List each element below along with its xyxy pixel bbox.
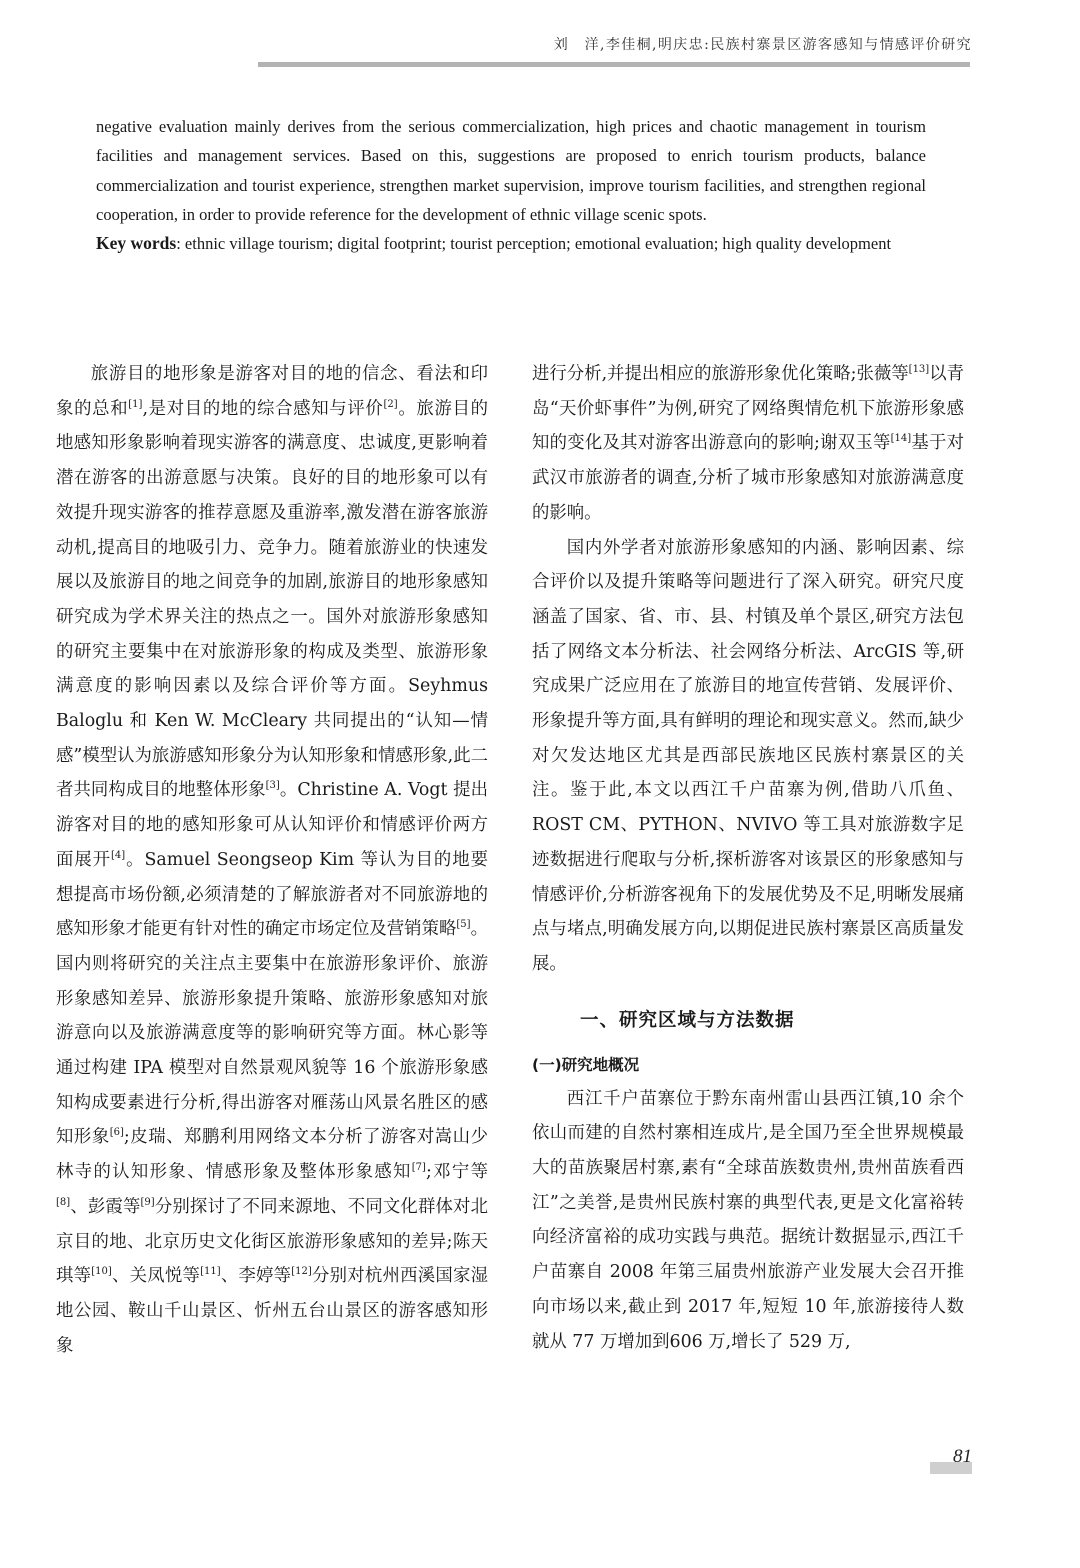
header-rule	[258, 62, 970, 67]
text-run: ;邓宁等	[425, 1162, 488, 1183]
text-run: 分别探讨了不同来源地、不同文化群体对北京目的地、北京历史文化街区旅游形象感知的差异;陈天琪等	[56, 1196, 488, 1287]
text-run: 。旅游目的地感知形象影响着现实游客的满意度、忠诚度,更影响着潜在游客的出游意愿与决策。良好的目的地形象可以有效提升现实游客的推荐意愿及重游率,激发潜在游客旅游动机,提高目的地吸引力、竞争力。随着旅游业的快速发展以及旅游目的地之间竞争的加剧,旅游目的地形象感知研究成为学术界关注的热点之一。国外对旅游形象感知的研究主要集中在对旅游形象的构成及类型、旅游形象满意度的影响因素以及综合评价等方面。Seyhmus Baloglu 和 Ken W. McCleary 共同提出的“认知—情感”模型认为旅游感知形象分为认知形象和情感形象,此二者共同构成目的地整体形象	[56, 398, 488, 801]
left-column	[56, 357, 488, 1363]
text-run: 、李婷等	[220, 1266, 292, 1287]
text-run: 基于对武汉市旅游者的调查,分析了城市形象感知对旅游满意度的影响。	[532, 433, 964, 523]
text-run: 、彭霞等	[70, 1196, 141, 1217]
citation: [1]	[128, 398, 143, 410]
citation: [11]	[200, 1266, 221, 1278]
keywords-label: Key words	[96, 233, 177, 254]
citation: [13]	[908, 364, 930, 375]
study-area-paragraph: 西江千户苗寨位于黔东南州雷山县西江镇,10 余个依山而建的自然村寨相连成片,是全国乃至全世界规模最大的苗族聚居村寨,素有“全球苗族数贵州,贵州苗族看西江”之美誉,是贵州民族村寨的典型代表,更是文化富裕转向经济富裕的成功实践与典范。据统计数据显示,西江千户苗寨自 2008 年第三届贵州旅游产业发展大会召开推向市场以来,截止到 2017 年,短短 10 年,旅游接待人数就从 77 万增加到606 万,增长了 529 万,	[532, 1088, 964, 1352]
abstract-text: negative evaluation mainly derives from the serious commercialization, high prices and chaotic management in tourism facilities and management services. Based on this, suggestions are proposed to enrich tourism products, balance commercialization and tourist experience, strengthen market supervision, improve tourism facilities, and strengthen regional cooperation, in order to provide reference for the development of ethnic village scenic spots.	[96, 117, 926, 224]
text-run: 进行分析,并提出相应的旅游形象优化策略;张薇等	[532, 364, 909, 384]
citation: [8]	[56, 1196, 71, 1208]
subsection-heading: (一)研究地概况	[532, 1055, 640, 1074]
citation: [4]	[111, 849, 126, 861]
english-abstract	[96, 112, 926, 258]
text-run: 。国内则将研究的关注点主要集中在旅游形象评价、旅游形象感知差异、旅游形象提升策略、旅游形象感知对旅游意向以及旅游满意度等的影响研究等方面。林心影等通过构建 IPA 模型对自然景观风貌等 16 个旅游形象感知构成要素进行分析,得出游客对雁荡山风景名胜区的感知形象	[56, 919, 488, 1148]
citation: [2]	[383, 398, 398, 410]
continued-paragraph	[532, 357, 964, 531]
text-run: ;皮瑞、郑鹏利用网络文本分析了游客对嵩山少林寺的认知形象、情感形象及整体形象感知	[56, 1127, 488, 1183]
citation: [10]	[91, 1266, 112, 1278]
citation: [5]	[456, 919, 471, 931]
citation: [6]	[109, 1127, 124, 1139]
review-paragraph: 国内外学者对旅游形象感知的内涵、影响因素、综合评价以及提升策略等问题进行了深入研究。研究尺度涵盖了国家、省、市、县、村镇及单个景区,研究方法包括了网络文本分析法、社会网络分析法、ArcGIS 等,研究成果广泛应用在了旅游目的地宣传营销、发展评价、形象提升等方面,具有鲜明的理论和现实意义。然而,缺少对欠发达地区尤其是西部民族地区民族村寨景区的关注。鉴于此,本文以西江千户苗寨为例,借助八爪鱼、ROST CM、PYTHON、NVIVO 等工具对旅游数字足迹数据进行爬取与分析,探析游客对该景区的形象感知与情感评价,分析游客视角下的发展优势及不足,明晰发展痛点与堵点,明确发展方向,以期促进民族村寨景区高质量发展。	[532, 537, 964, 974]
section-heading: 一、研究区域与方法数据	[580, 1009, 795, 1031]
right-column	[532, 357, 964, 1359]
intro-paragraph	[56, 357, 488, 1363]
citation: [3]	[265, 780, 280, 792]
text-run: 、关凤悦等	[111, 1266, 201, 1287]
text-run: 。Samuel Seongseop Kim 等认为目的地要想提高市场份额,必须清楚的了解旅游者对不同旅游地的感知形象才能更有针对性的确定市场定位及营销策略	[56, 849, 488, 940]
page-number: 81	[953, 1446, 972, 1467]
citation: [14]	[890, 433, 912, 445]
text-run: ,是对目的地的综合感知与评价	[142, 398, 384, 419]
citation: [7]	[411, 1162, 426, 1174]
citation: [12]	[291, 1266, 312, 1278]
keywords-text: : ethnic village tourism; digital footprint; tourist perception; emotional evaluation; high quality development	[176, 234, 892, 254]
text-run: 。Christine A. Vogt 提出游客对目的地的感知形象可从认知评价和情感评价两方面展开	[56, 780, 488, 870]
citation: [9]	[140, 1196, 155, 1208]
keywords	[96, 229, 926, 258]
text-run: 分别对杭州西溪国家湿地公园、鞍山千山景区、忻州五台山景区的游客感知形象	[56, 1266, 488, 1356]
running-header: 刘 洋,李佳桐,明庆忠:民族村寨景区游客感知与情感评价研究	[553, 37, 972, 53]
text-run: 以青岛“天价虾事件”为例,研究了网络舆情危机下旅游形象感知的变化及其对游客出游意向的影响;谢双玉等	[532, 364, 964, 454]
text-run: 旅游目的地形象是游客对目的地的信念、看法和印象的总和	[56, 364, 488, 419]
